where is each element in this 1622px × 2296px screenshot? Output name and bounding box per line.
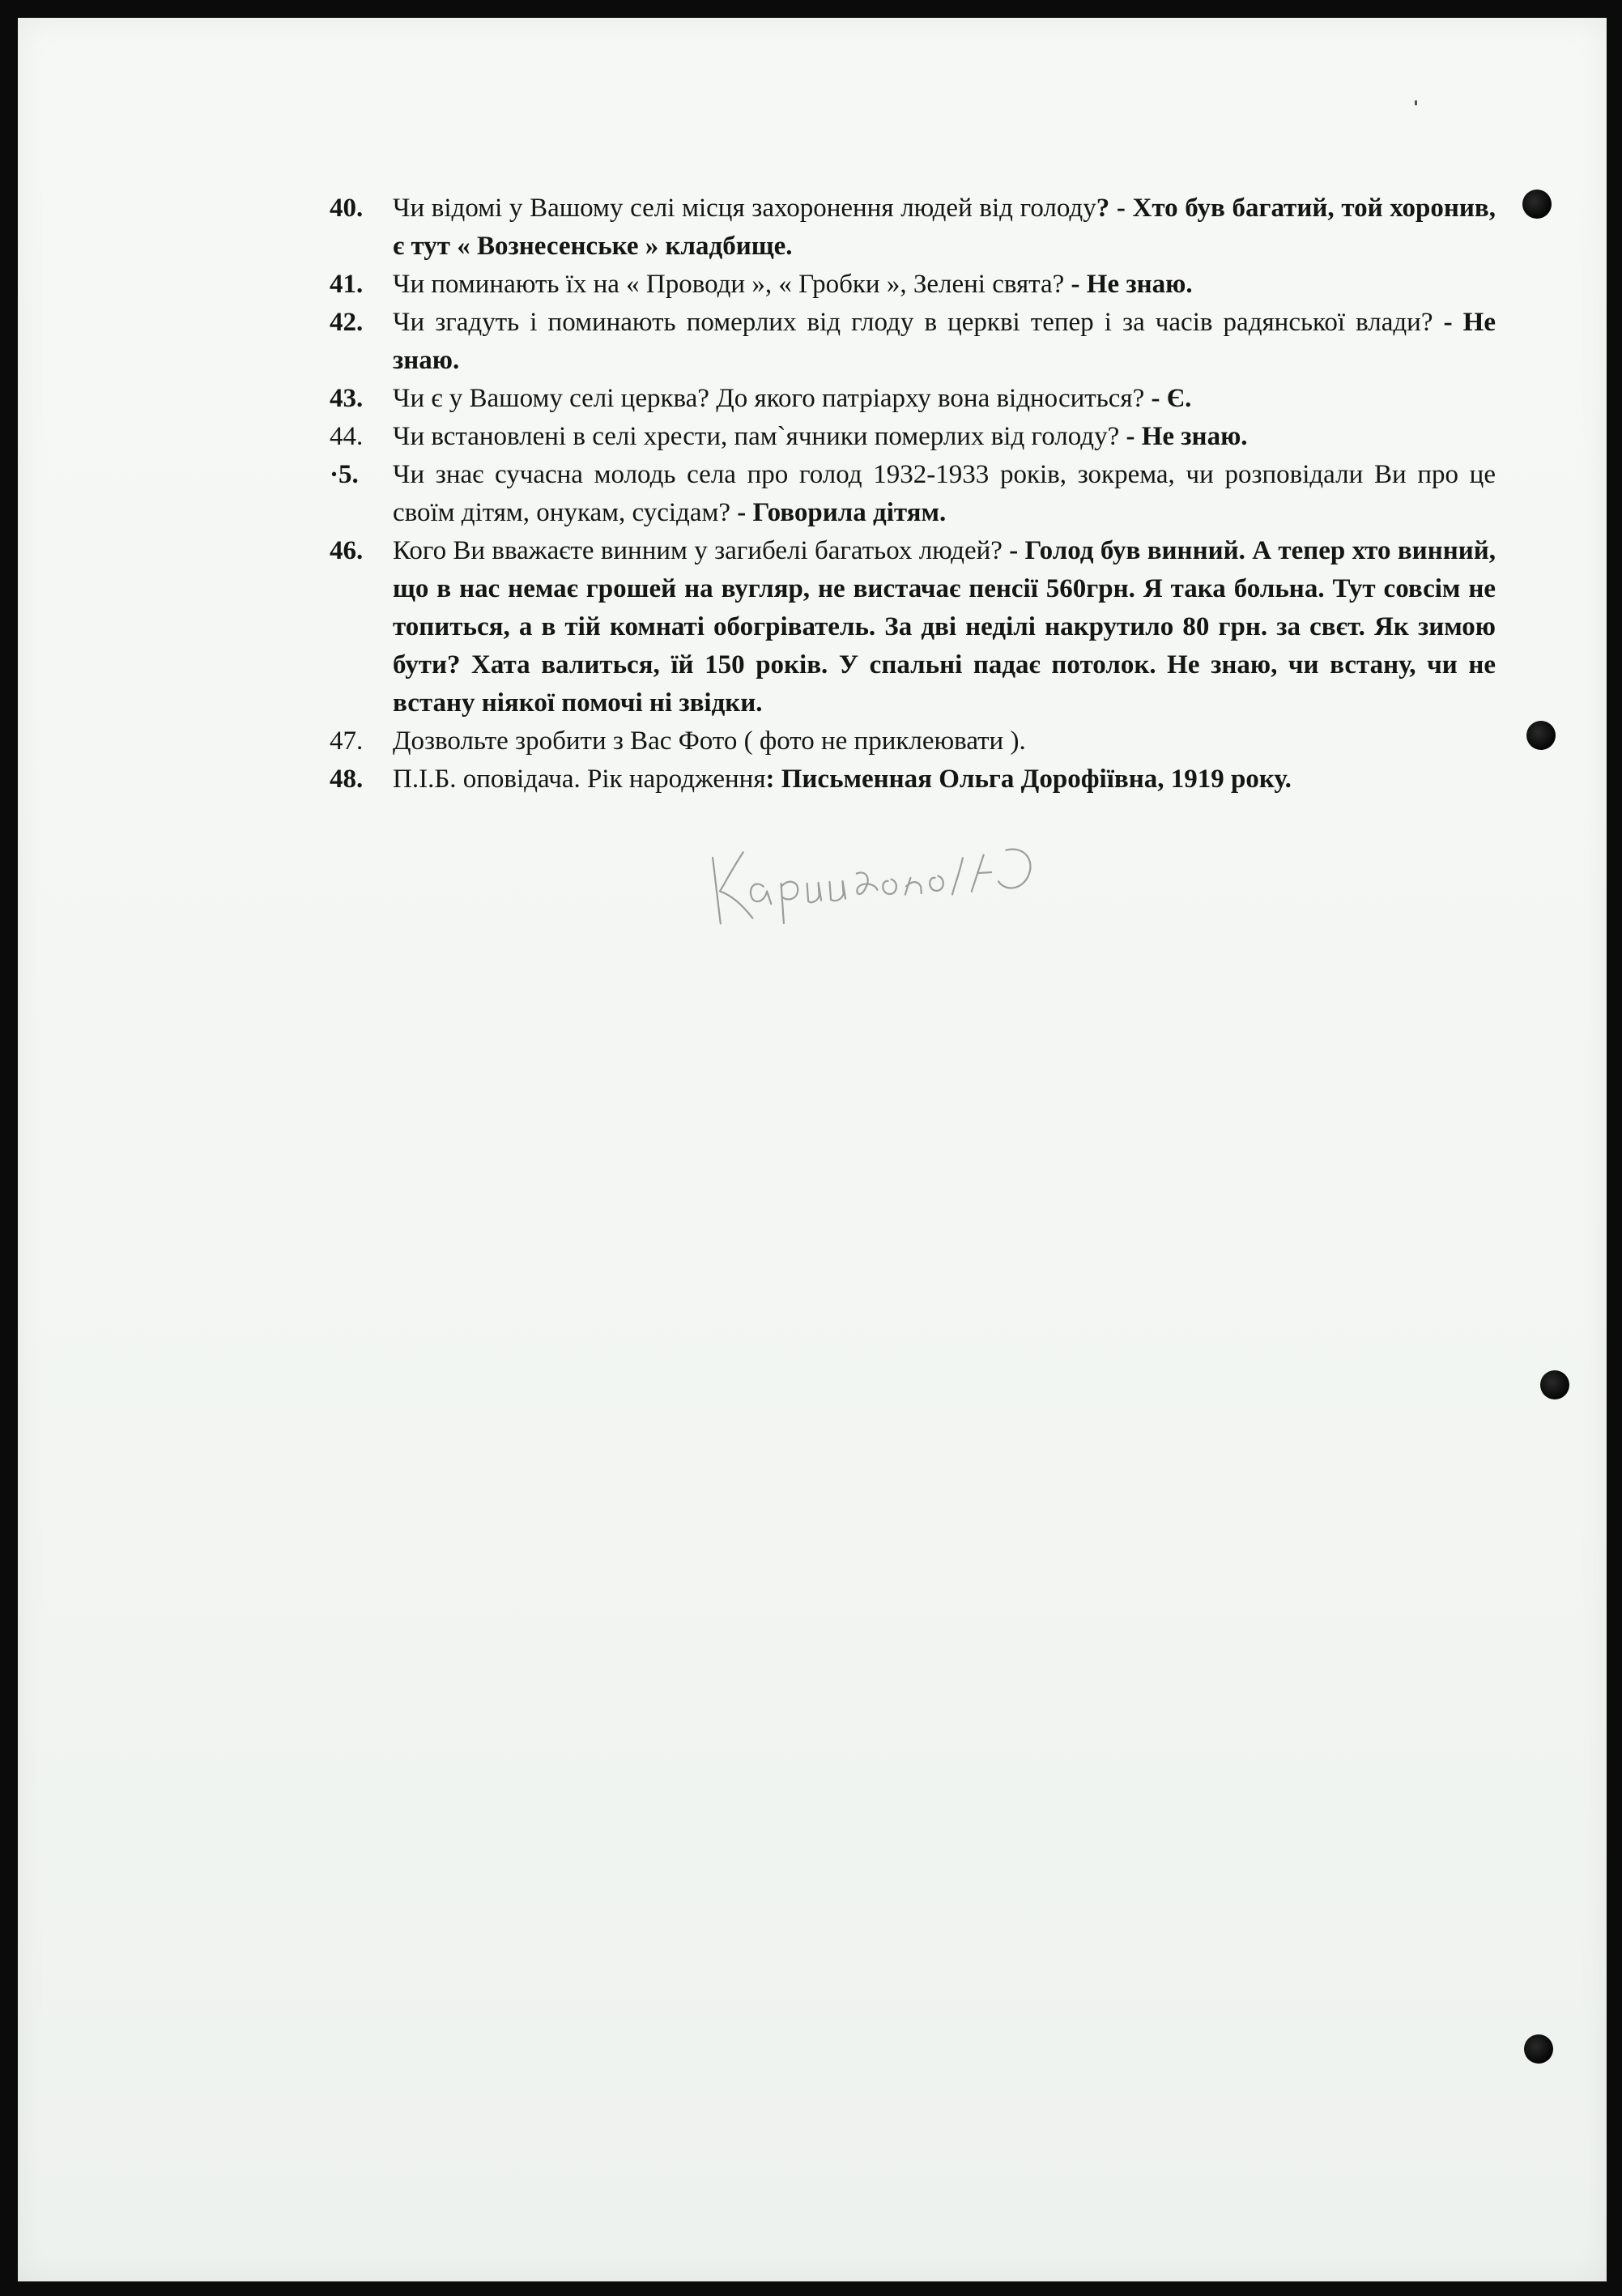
question-item [330, 760, 1496, 799]
question-number: 40. [330, 194, 364, 223]
question-body [393, 456, 1496, 532]
question-item [330, 456, 1496, 532]
question-number: 48. [330, 765, 364, 794]
punch-hole [1522, 190, 1552, 219]
question-text: Чи встановлені в селі хрести, пам`ячники померлих від голоду? [393, 422, 1126, 451]
punch-hole [1540, 1370, 1569, 1399]
paper-speck [1415, 100, 1417, 105]
question-body [393, 380, 1496, 418]
question-text: П.І.Б. оповідача. Рік народження [393, 765, 766, 794]
answer-text: ? - Хто був багатий, той хоронив, є тут « Вознесенське » кладбище. [393, 194, 1496, 261]
question-number: 46. [330, 536, 364, 565]
question-list [330, 190, 1496, 799]
question-item [330, 266, 1496, 304]
document-page [18, 18, 1607, 2281]
question-number: 47. [330, 726, 364, 756]
answer-text: - Не знаю. [1071, 270, 1193, 299]
answer-text: - Не знаю. [1126, 422, 1248, 451]
answer-text: - Говорила дітям. [737, 498, 947, 527]
question-text: Чи відомі у Вашому селі місця захоронення людей від голоду [393, 194, 1096, 223]
question-body [393, 266, 1496, 304]
question-number: ·5. [330, 460, 359, 489]
signature-scribble [704, 812, 1162, 933]
question-number: 43. [330, 384, 364, 413]
question-text: Кого Ви вважаєте винним у загибелі багатьох людей? [393, 536, 1010, 565]
question-text: Чи є у Вашому селі церква? До якого патріарху вона відноситься? [393, 384, 1152, 413]
punch-hole [1524, 2034, 1553, 2064]
question-item [330, 190, 1496, 266]
question-text: Чи поминають їх на « Проводи », « Гробки », Зелені свята? [393, 270, 1071, 299]
question-item [330, 418, 1496, 456]
question-number: 41. [330, 270, 364, 299]
question-item [330, 722, 1496, 760]
question-text: Дозвольте зробити з Вас Фото ( фото не приклеювати ). [393, 726, 1026, 756]
handwritten-signature [704, 812, 1162, 933]
question-item [330, 532, 1496, 722]
question-number: 44. [330, 422, 364, 451]
answer-text: - Не знаю. [393, 308, 1496, 375]
answer-text: : Письменная Ольга Дорофіївна, 1919 року. [765, 765, 1292, 794]
question-body [393, 418, 1496, 456]
question-item [330, 304, 1496, 380]
answer-text: - Є. [1151, 384, 1192, 413]
question-text: Чи знає сучасна молодь села про голод 1932-1933 років, зокрема, чи розповідали Ви про це своїм дітям, онукам, сусідам? [393, 460, 1496, 527]
question-number: 42. [330, 308, 364, 337]
question-body [393, 760, 1496, 799]
question-body [393, 190, 1496, 266]
question-body [393, 532, 1496, 722]
question-body [393, 304, 1496, 380]
punch-hole [1526, 721, 1556, 750]
question-item [330, 380, 1496, 418]
question-body [393, 722, 1496, 760]
question-text: Чи згадуть і поминають померлих від глоду в церкві тепер і за часів радянської влади? [393, 308, 1444, 337]
answer-text: - Голод був винний. А тепер хто винний, що в нас немає грошей на вугляр, не вистачає пенсії 560грн. Я така больна. Тут совсім не топиться, а в тій комнаті обогріватель. За дві неділі накрутило 80 грн. за свєт. Як зимою бути? Хата валиться, їй 150 років. У спальні падає потолок. Не знаю, чи встану, чи не встану ніякої помочі ні звідки. [393, 536, 1496, 718]
